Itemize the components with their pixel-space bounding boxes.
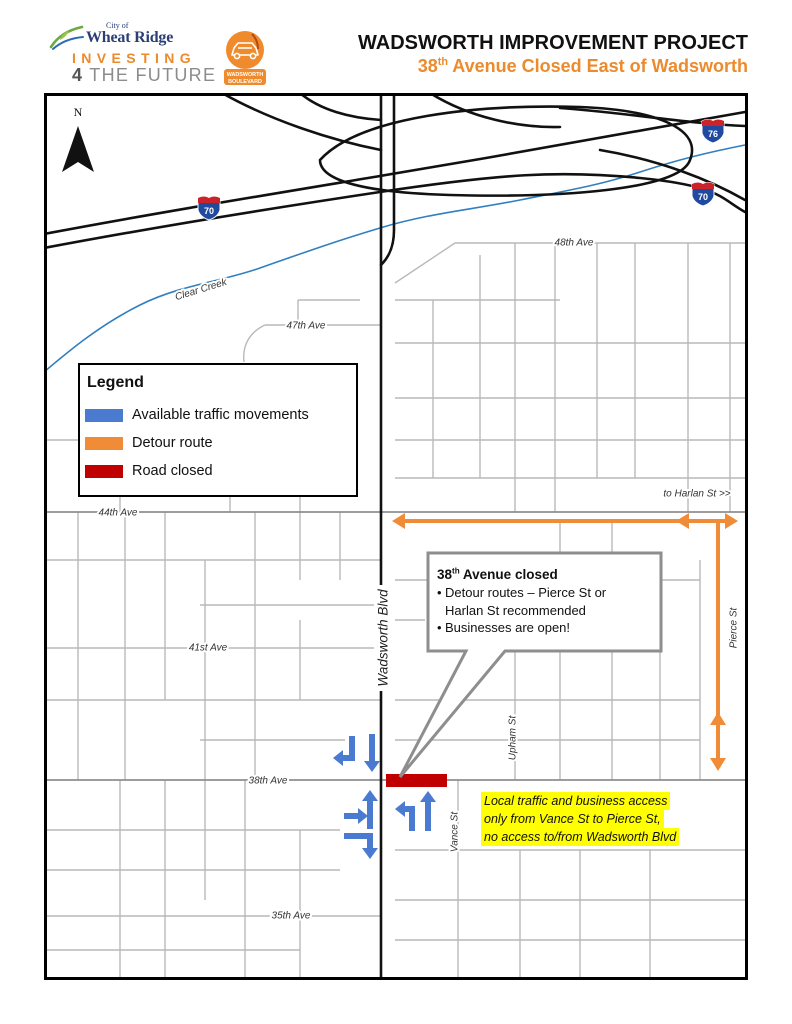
note-line: [481, 792, 679, 810]
map-background: [44, 93, 748, 980]
label-35th-ave: 35th Ave: [271, 910, 311, 922]
label-48th-ave: 48th Ave: [554, 237, 594, 249]
note-line: [481, 828, 679, 846]
callout-title-superscript: th: [452, 566, 460, 576]
map: [44, 93, 748, 980]
north-label: N: [73, 105, 83, 119]
legend-swatch-detour: [85, 437, 123, 450]
note-line-2: only from Vance St to Pierce St,: [481, 810, 664, 828]
label-pierce-st: Pierce St: [728, 607, 740, 649]
legend: [78, 363, 358, 497]
legend-swatch-closed: [85, 465, 123, 478]
wheat-ridge-swoosh-icon: [48, 24, 84, 52]
label-wadsworth-blvd: Wadsworth Blvd: [375, 589, 391, 687]
badge-line-2: BOULEVARD: [228, 79, 262, 85]
shield-number: 70: [697, 192, 709, 202]
legend-title: Legend: [87, 374, 144, 391]
callout-text: [437, 566, 657, 637]
legend-label-closed: Road closed: [132, 463, 213, 479]
legend-label-available: Available traffic movements: [132, 407, 309, 423]
legend-swatch-available: [85, 409, 123, 422]
callout-title-number: 38: [437, 567, 453, 582]
road-closed-bar: [386, 774, 447, 787]
note-line: [481, 810, 679, 828]
legend-label-detour: Detour route: [132, 435, 213, 451]
callout-bullet-businesses: • Businesses are open!: [437, 619, 657, 637]
badge-line-1: WADSWORTH: [226, 72, 264, 78]
callout-bullet-detour-cont: Harlan St recommended: [445, 602, 586, 618]
page-title: WADSWORTH IMPROVEMENT PROJECT: [357, 32, 748, 54]
label-41st-ave: 41st Ave: [188, 642, 228, 654]
subtitle-superscript: th: [437, 56, 448, 68]
callout-title-rest: Avenue closed: [459, 567, 558, 582]
label-to-harlan-st: to Harlan St >>: [663, 488, 731, 500]
logo-city-name: Wheat Ridge: [86, 29, 174, 46]
logo-the-future: [72, 65, 216, 86]
logo-city-of: City of: [106, 21, 129, 30]
shield-number: 76: [707, 129, 719, 139]
wadsworth-boulevard-badge: [222, 29, 268, 87]
callout-bullet-detour: • Detour routes – Pierce St or: [437, 584, 657, 602]
subtitle-number: 38: [417, 56, 438, 76]
label-47th-ave: 47th Ave: [286, 320, 326, 332]
note-line-3: no access to/from Wadsworth Blvd: [481, 828, 679, 846]
local-access-note: [481, 792, 679, 846]
subtitle-rest: Avenue Closed East of Wadsworth: [447, 56, 748, 76]
label-44th-ave: 44th Ave: [98, 507, 138, 519]
label-38th-ave: 38th Ave: [248, 775, 288, 787]
logo-investing: INVESTING: [72, 50, 197, 66]
badge-circle: [226, 31, 264, 69]
label-clear-creek: Clear Creek: [173, 276, 229, 304]
note-line-1: Local traffic and business access: [481, 792, 670, 810]
label-vance-st: Vance St: [449, 811, 461, 853]
label-upham-st: Upham St: [507, 715, 519, 761]
logo-the-future-text: THE FUTURE: [89, 65, 217, 85]
callout-title: [437, 566, 657, 584]
page-subtitle: [418, 56, 748, 77]
logo-four: 4: [72, 65, 84, 85]
shield-number: 70: [203, 206, 215, 216]
